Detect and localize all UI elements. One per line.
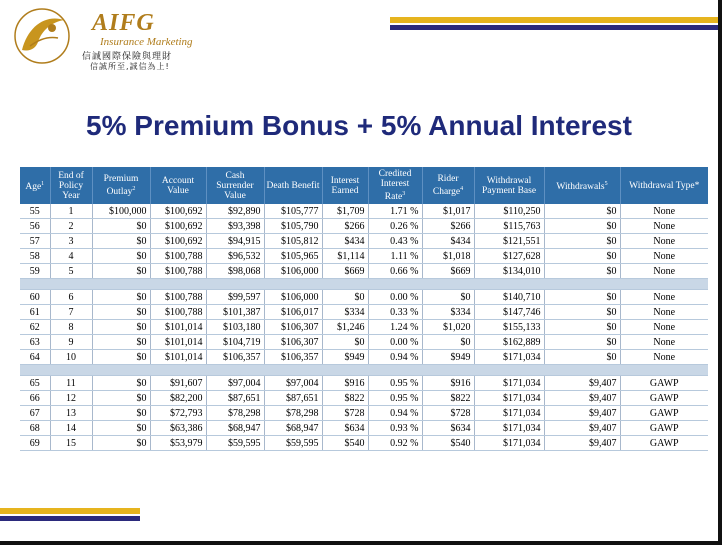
group-spacer	[20, 279, 708, 290]
table-cell: $106,000	[264, 264, 322, 279]
table-cell: None	[620, 234, 708, 249]
table-cell: $97,004	[264, 376, 322, 391]
table-cell: 0.92 %	[368, 436, 422, 451]
table-cell: $115,763	[474, 219, 544, 234]
table-cell: $87,651	[264, 391, 322, 406]
group-spacer	[20, 365, 708, 376]
table-cell: 1.11 %	[368, 249, 422, 264]
table-cell: $0	[92, 290, 150, 305]
table-cell: $9,407	[544, 376, 620, 391]
table-cell: $1,709	[322, 204, 368, 219]
table-cell: 67	[20, 406, 50, 421]
table-cell: 60	[20, 290, 50, 305]
table-cell: $106,307	[264, 335, 322, 350]
table-cell: $0	[544, 320, 620, 335]
table-cell: 61	[20, 305, 50, 320]
column-header: Interest Earned	[322, 167, 368, 204]
table-cell: $105,790	[264, 219, 322, 234]
table-cell: 0.33 %	[368, 305, 422, 320]
column-header: End of Policy Year	[50, 167, 92, 204]
table-cell: 5	[50, 264, 92, 279]
table-cell: GAWP	[620, 436, 708, 451]
logo-emblem-icon	[8, 6, 80, 68]
bottom-left-stripes	[0, 508, 140, 521]
table-cell: $134,010	[474, 264, 544, 279]
table-cell: $916	[322, 376, 368, 391]
table-cell: 1.24 %	[368, 320, 422, 335]
table-cell: $99,597	[206, 290, 264, 305]
table-cell: $1,017	[422, 204, 474, 219]
table-cell: 13	[50, 406, 92, 421]
table-cell: $949	[422, 350, 474, 365]
table-cell: $105,777	[264, 204, 322, 219]
table-cell: $0	[322, 335, 368, 350]
table-cell: $0	[422, 290, 474, 305]
table-cell: $100,788	[150, 290, 206, 305]
table-cell: $106,307	[264, 320, 322, 335]
table-cell: $634	[422, 421, 474, 436]
table-cell: 55	[20, 204, 50, 219]
table-cell: 0.95 %	[368, 376, 422, 391]
table-cell: None	[620, 290, 708, 305]
table-cell: $0	[92, 421, 150, 436]
table-cell: 4	[50, 249, 92, 264]
logo-subtitle: Insurance Marketing	[100, 36, 193, 48]
table-cell: 3	[50, 234, 92, 249]
table-cell: $94,915	[206, 234, 264, 249]
table-cell: $822	[422, 391, 474, 406]
table-cell: $434	[422, 234, 474, 249]
column-header: Account Value	[150, 167, 206, 204]
table-cell: $104,719	[206, 335, 264, 350]
table-row	[20, 350, 708, 365]
table-cell: $96,532	[206, 249, 264, 264]
table-cell: $127,628	[474, 249, 544, 264]
table-cell: None	[620, 204, 708, 219]
table-cell: None	[620, 249, 708, 264]
table-cell: $0	[92, 391, 150, 406]
table-row	[20, 391, 708, 406]
table-cell: $0	[544, 335, 620, 350]
column-header: Withdrawal Payment Base	[474, 167, 544, 204]
table-cell: $728	[322, 406, 368, 421]
table-cell: $106,357	[264, 350, 322, 365]
table-cell: $105,812	[264, 234, 322, 249]
table-cell: $78,298	[206, 406, 264, 421]
table-cell: None	[620, 335, 708, 350]
column-header: Premium Outlay$^2$	[92, 167, 150, 204]
table-cell: $0	[544, 234, 620, 249]
table-cell: $266	[322, 219, 368, 234]
table-cell: $171,034	[474, 391, 544, 406]
table-cell: GAWP	[620, 376, 708, 391]
table-cell: $0	[544, 350, 620, 365]
table-cell: 58	[20, 249, 50, 264]
table-cell: $9,407	[544, 406, 620, 421]
table-cell: $1,018	[422, 249, 474, 264]
table-cell: 1	[50, 204, 92, 219]
table-cell: $949	[322, 350, 368, 365]
table-cell: 0.94 %	[368, 350, 422, 365]
table-cell: 10	[50, 350, 92, 365]
table-cell: $0	[92, 234, 150, 249]
table-cell: $334	[422, 305, 474, 320]
table-cell: $171,034	[474, 376, 544, 391]
table-cell: $100,692	[150, 234, 206, 249]
table-cell: 56	[20, 219, 50, 234]
table-cell: $0	[92, 264, 150, 279]
table-cell: 65	[20, 376, 50, 391]
table-cell: $147,746	[474, 305, 544, 320]
table-row	[20, 436, 708, 451]
table-cell: $59,595	[264, 436, 322, 451]
column-header: Withdrawals$^5$	[544, 167, 620, 204]
table-cell: $100,788	[150, 249, 206, 264]
table-cell: 57	[20, 234, 50, 249]
table-cell: 12	[50, 391, 92, 406]
table-row	[20, 406, 708, 421]
table-cell: $106,000	[264, 290, 322, 305]
logo-motto: 信誠所至,誠信為上!	[90, 62, 170, 71]
table-cell: $121,551	[474, 234, 544, 249]
column-header: Age$^1$	[20, 167, 50, 204]
table-cell: $97,004	[206, 376, 264, 391]
table-cell: 59	[20, 264, 50, 279]
table-cell: $98,068	[206, 264, 264, 279]
table-cell: $0	[92, 219, 150, 234]
company-logo	[8, 6, 208, 71]
table-cell: $78,298	[264, 406, 322, 421]
illustration-table	[20, 167, 708, 451]
table-cell: $0	[92, 376, 150, 391]
table-cell: $171,034	[474, 350, 544, 365]
table-cell: $728	[422, 406, 474, 421]
top-right-stripes	[390, 17, 718, 30]
table-cell: $0	[544, 305, 620, 320]
table-cell: $1,020	[422, 320, 474, 335]
table-row	[20, 249, 708, 264]
table-cell: None	[620, 320, 708, 335]
table-cell: $100,788	[150, 305, 206, 320]
table-cell: $0	[92, 305, 150, 320]
table-cell: $822	[322, 391, 368, 406]
table-cell: $1,246	[322, 320, 368, 335]
table-cell: $540	[422, 436, 474, 451]
table-cell: $100,692	[150, 219, 206, 234]
table-cell: $162,889	[474, 335, 544, 350]
table-cell: $101,014	[150, 335, 206, 350]
table-cell: 0.66 %	[368, 264, 422, 279]
table-cell: $334	[322, 305, 368, 320]
table-row	[20, 219, 708, 234]
table-cell: $434	[322, 234, 368, 249]
table-cell: $634	[322, 421, 368, 436]
table-cell: $0	[422, 335, 474, 350]
table-cell: $101,014	[150, 350, 206, 365]
table-cell: $0	[92, 320, 150, 335]
table-cell: 15	[50, 436, 92, 451]
table-header-row	[20, 167, 708, 204]
table-cell: $87,651	[206, 391, 264, 406]
logo-name: AIFG	[92, 10, 155, 36]
table-cell: $9,407	[544, 391, 620, 406]
table-cell: GAWP	[620, 421, 708, 436]
table-cell: $669	[322, 264, 368, 279]
table-cell: 8	[50, 320, 92, 335]
table-cell: $171,034	[474, 421, 544, 436]
column-header: Withdrawal Type*	[620, 167, 708, 204]
table-cell: 0.26 %	[368, 219, 422, 234]
table-cell: 69	[20, 436, 50, 451]
column-header: Rider Charge$^4$	[422, 167, 474, 204]
table-row	[20, 320, 708, 335]
table-cell: 9	[50, 335, 92, 350]
table-cell: $53,979	[150, 436, 206, 451]
table-cell: $0	[92, 406, 150, 421]
table-cell: 68	[20, 421, 50, 436]
table-cell: $0	[92, 249, 150, 264]
table-cell: $0	[544, 204, 620, 219]
table-cell: 2	[50, 219, 92, 234]
table-cell: $100,692	[150, 204, 206, 219]
table-cell: $100,788	[150, 264, 206, 279]
table-cell: 0.94 %	[368, 406, 422, 421]
table-cell: $540	[322, 436, 368, 451]
table-cell: $106,357	[206, 350, 264, 365]
table-cell: $1,114	[322, 249, 368, 264]
table-cell: $105,965	[264, 249, 322, 264]
table-cell: $9,407	[544, 436, 620, 451]
table-row	[20, 305, 708, 320]
table-cell: None	[620, 350, 708, 365]
table-row	[20, 234, 708, 249]
table-cell: $72,793	[150, 406, 206, 421]
table-cell: 63	[20, 335, 50, 350]
table-cell: $103,180	[206, 320, 264, 335]
table-cell: $93,398	[206, 219, 264, 234]
table-cell: $9,407	[544, 421, 620, 436]
table-cell: None	[620, 305, 708, 320]
table-cell: 1.71 %	[368, 204, 422, 219]
table-cell: $101,387	[206, 305, 264, 320]
table-cell: $0	[92, 350, 150, 365]
table-cell: $100,000	[92, 204, 150, 219]
table-cell: 7	[50, 305, 92, 320]
table-cell: $0	[544, 219, 620, 234]
table-cell: $0	[544, 249, 620, 264]
table-row	[20, 264, 708, 279]
table-cell: 11	[50, 376, 92, 391]
table-row	[20, 335, 708, 350]
table-cell: $0	[322, 290, 368, 305]
table-cell: $63,386	[150, 421, 206, 436]
table-cell: 0.95 %	[368, 391, 422, 406]
column-header: Credited Interest Rate$^3$	[368, 167, 422, 204]
table-cell: $155,133	[474, 320, 544, 335]
table-cell: $140,710	[474, 290, 544, 305]
table-cell: 6	[50, 290, 92, 305]
table-cell: 0.00 %	[368, 290, 422, 305]
table-cell: 14	[50, 421, 92, 436]
table-cell: $91,607	[150, 376, 206, 391]
table-cell: $266	[422, 219, 474, 234]
table-cell: $171,034	[474, 436, 544, 451]
table-cell: $171,034	[474, 406, 544, 421]
table-cell: $101,014	[150, 320, 206, 335]
table-cell: 64	[20, 350, 50, 365]
table-cell: $0	[92, 335, 150, 350]
table-cell: $916	[422, 376, 474, 391]
table-cell: $59,595	[206, 436, 264, 451]
column-header: Death Benefit	[264, 167, 322, 204]
table-cell: $82,200	[150, 391, 206, 406]
table-row	[20, 421, 708, 436]
table-cell: $0	[544, 290, 620, 305]
table-cell: $92,890	[206, 204, 264, 219]
table-row	[20, 290, 708, 305]
table-cell: GAWP	[620, 406, 708, 421]
table-cell: None	[620, 219, 708, 234]
table-cell: None	[620, 264, 708, 279]
table-cell: $0	[544, 264, 620, 279]
table-cell: $68,947	[264, 421, 322, 436]
table-cell: 0.43 %	[368, 234, 422, 249]
table-cell: 62	[20, 320, 50, 335]
table-row	[20, 204, 708, 219]
table-cell: 0.00 %	[368, 335, 422, 350]
logo-tagline: 信誠國際保險與理財	[82, 52, 173, 62]
table-row	[20, 376, 708, 391]
table-cell: 66	[20, 391, 50, 406]
table-cell: $68,947	[206, 421, 264, 436]
slide-title: 5% Premium Bonus + 5% Annual Interest	[86, 110, 632, 141]
table-cell: 0.93 %	[368, 421, 422, 436]
table-cell: $0	[92, 436, 150, 451]
table-cell: $106,017	[264, 305, 322, 320]
table-cell: $110,250	[474, 204, 544, 219]
column-header: Cash Surrender Value	[206, 167, 264, 204]
table-cell: GAWP	[620, 391, 708, 406]
table-cell: $669	[422, 264, 474, 279]
